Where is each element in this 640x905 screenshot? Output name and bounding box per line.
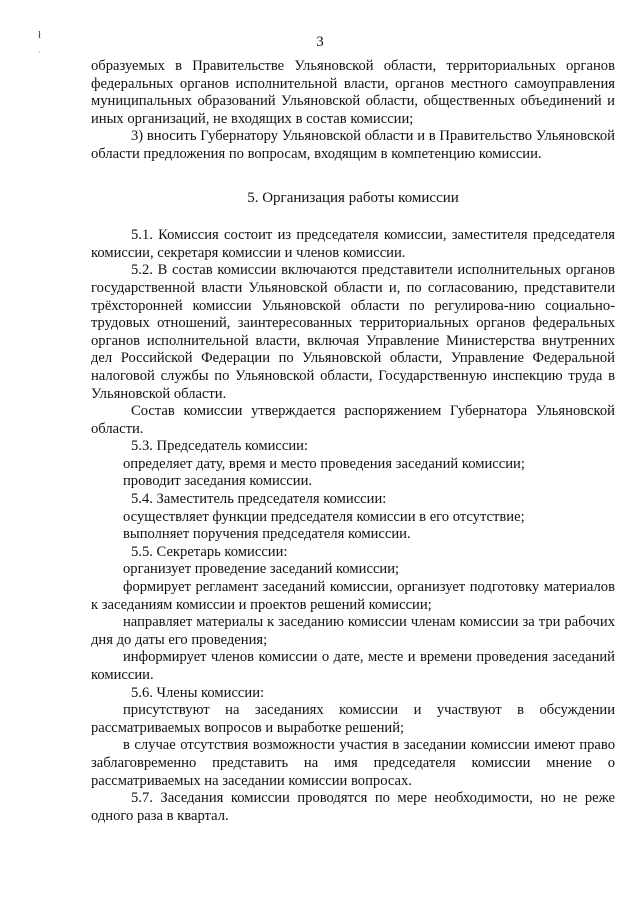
clause-5-3: 5.3. Председатель комиссии: [131,438,309,455]
clause-5-5: 5.5. Секретарь комиссии: [131,543,288,560]
list-item: выполняет поручения председателя комиссии. [123,526,411,543]
list-item: формирует регламент заседаний комиссии, организует подготовку материалов к заседаниям комиссии и проектов решений комиссии; [91,579,615,613]
list-item: проводит заседания комиссии. [123,473,313,490]
paragraph: Состав комиссии утверждается распоряжением Губернатора Ульяновской области. [91,403,615,437]
list-item: направляет материалы к заседанию комиссии членам комиссии за три рабочих дня до даты его проведения; [91,614,615,648]
list-item: определяет дату, время и место проведения заседаний комиссии; [123,455,525,472]
margin-mark: · [38,48,41,57]
margin-mark: ł [38,30,41,41]
list-item: 3) вносить Губернатору Ульяновской области и в Правительство Ульяновской области предложения по вопросам, входящим в компетенцию комиссии. [91,128,615,162]
clause-5-2: 5.2. В состав комиссии включаются представители исполнительных органов государственной власти Ульяновской области и, по согласованию, представители трёхсторонней комиссии Ульяновской области по регулирова-нию социально-трудовых отношений, заинтересованных территориальных органов федеральных органов исполнительной власти, включая Управление Министерства внутренних дел Российской Федерации по Ульяновской области, Управление Федеральной налоговой службы по Ульяновской области, Государственную инспекцию труда в Ульяновской области. [91,262,615,402]
clause-5-7: 5.7. Заседания комиссии проводятся по мере необходимости, но не реже одного раза в квартал. [91,790,615,824]
clause-5-1: 5.1. Комиссия состоит из председателя комиссии, заместителя председателя комиссии, секретаря комиссии и членов комиссии. [91,227,615,261]
list-item: осуществляет функции председателя комиссии в его отсутствие; [123,508,525,525]
list-item: организует проведение заседаний комиссии; [123,561,400,578]
document-body [91,58,615,825]
list-item: информирует членов комиссии о дате, месте и времени проведения заседаний комиссии. [91,649,615,683]
list-item: присутствуют на заседаниях комиссии и участвуют в обсуждении рассматриваемых вопросов и выработке решений; [91,702,615,736]
section-heading: 5. Организация работы комиссии [247,189,459,206]
paragraph-continuation: образуемых в Правительстве Ульяновской области, территориальных органов федеральных органов исполнительной власти, органов местного самоуправления муниципальных образований Ульяновской области, общественных объединений и иных организаций, не входящих в состав комиссии; [91,58,615,127]
clause-5-4: 5.4. Заместитель председателя комиссии: [131,491,387,508]
clause-5-6: 5.6. Члены комиссии: [131,684,265,701]
page-number: 3 [316,34,324,50]
list-item: в случае отсутствия возможности участия в заседании комиссии имеют право заблаговременно представить на имя председателя комиссии мнение о рассматриваемых на заседании комиссии вопросах. [91,737,615,789]
